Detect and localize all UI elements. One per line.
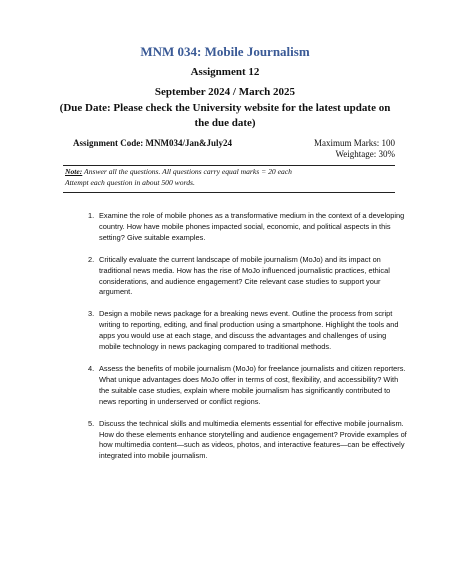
assignment-number: Assignment 12	[190, 66, 260, 78]
due-date-line-2: the due date)	[194, 117, 256, 129]
maximum-marks: Maximum Marks: 100	[314, 138, 395, 148]
question-text: Design a mobile news package for a breaking news event. Outline the process from script writing to reporting, editing, and final production using a smartphone. Highlight the tools and apps you would use at each stage, and discuss the advantages and challenges of using mobile technology in news packaging compared to traditional methods.	[99, 309, 399, 352]
note-line-1	[65, 167, 395, 178]
question-item	[88, 364, 408, 408]
question-item	[88, 309, 408, 353]
due-date-notice	[58, 101, 392, 131]
note-box	[65, 167, 395, 188]
question-number: 2.	[88, 254, 95, 264]
weightage: Weightage: 30%	[335, 149, 395, 159]
question-text: Critically evaluate the current landscape of mobile journalism (MoJo) and its impact on traditional news media. How has the rise of MoJo influenced journalistic practices, ethical considerations, and audience engagement? Cite relevant case studies to support your argument.	[99, 254, 390, 297]
marks-block	[314, 138, 395, 160]
due-date-line-1: (Due Date: Please check the University website for the latest update on	[59, 102, 391, 114]
session-dates: September 2024 / March 2025	[154, 86, 296, 98]
question-text: Assess the benefits of mobile journalism (MoJo) for freelance journalists and citizen reporters. What unique advantages does MoJo offer in terms of cost, flexibility, and accessibility? With the suitable case studies, explain where mobile journalism has significantly contributed to news reporting in underserved or conflict regions.	[99, 363, 406, 406]
question-text: Discuss the technical skills and multimedia elements essential for effective mobile journalism. How do these elements enhance storytelling and audience engagement? Provide examples of how multimedia content—such as videos, photos, and interactive features—can be effectively integrated into mobile journalism.	[99, 418, 407, 461]
assignment-code: Assignment Code: MNM034/Jan&July24	[73, 138, 232, 148]
question-item	[88, 419, 408, 463]
note-top-rule	[63, 165, 395, 166]
question-number: 5.	[88, 418, 95, 428]
course-title: MNM 034: Mobile Journalism	[140, 44, 310, 59]
note-label: Note:	[65, 167, 83, 176]
note-line-2: Attempt each question in about 500 words.	[65, 177, 195, 187]
question-number: 4.	[88, 363, 95, 373]
note-instructions: Answer all the questions. All questions carry equal marks = 20 each	[82, 167, 292, 176]
question-list	[88, 211, 408, 473]
question-number: 3.	[88, 309, 95, 319]
question-text: Examine the role of mobile phones as a transformative medium in the context of a developing country. How have mobile phones impacted social, economic, and political aspects in this setting? Give suitable examples.	[99, 211, 405, 242]
question-item	[88, 255, 408, 299]
question-item	[88, 211, 408, 244]
question-number: 1.	[88, 211, 95, 220]
note-bottom-rule	[63, 192, 395, 193]
